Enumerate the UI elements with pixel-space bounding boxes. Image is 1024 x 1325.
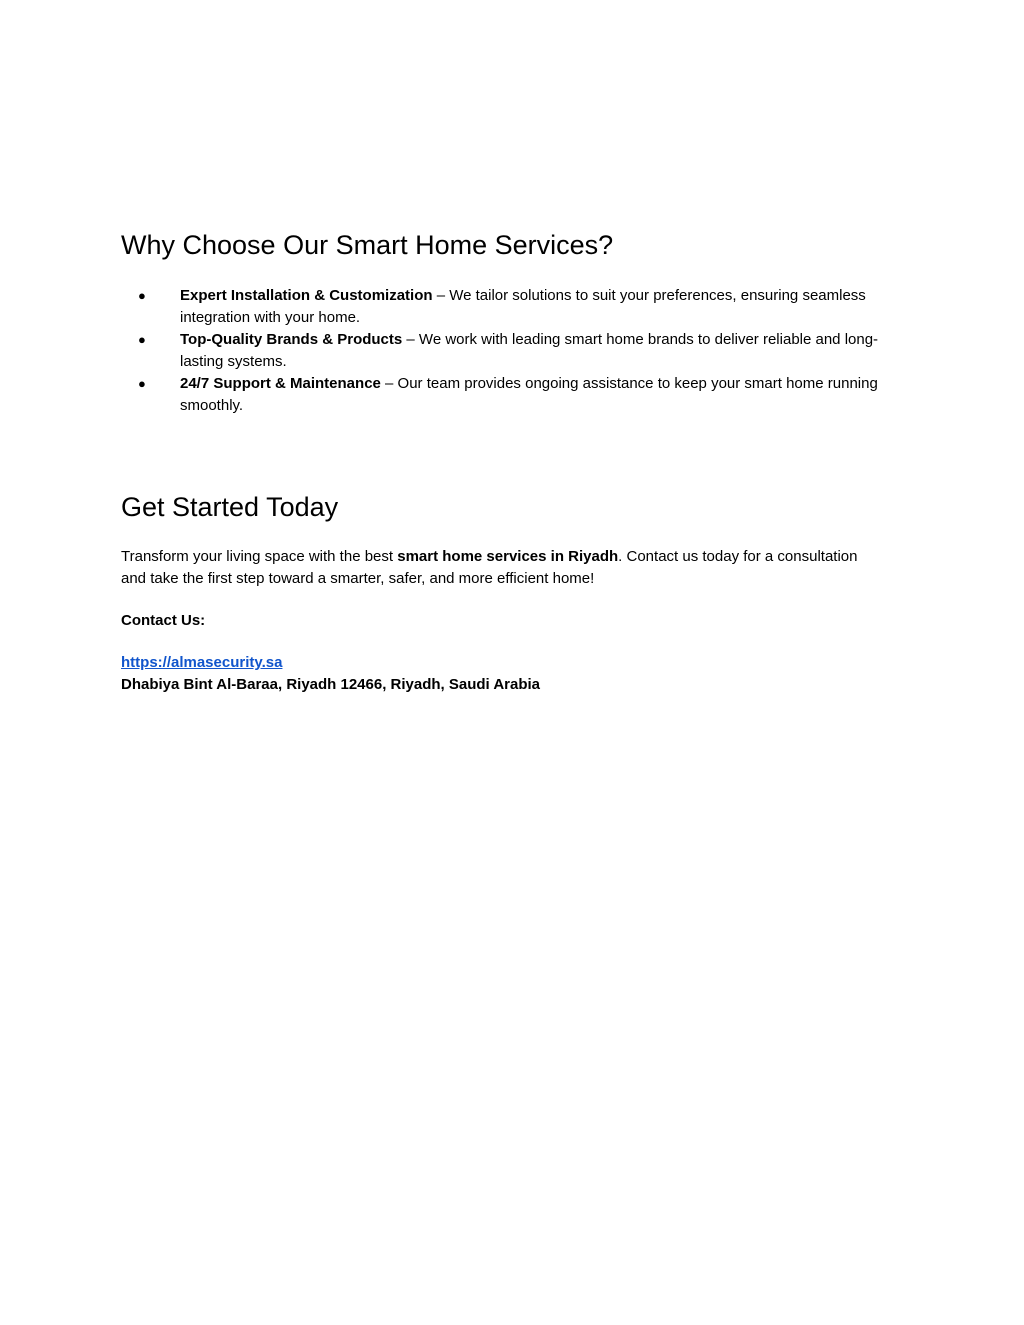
list-item (121, 285, 911, 329)
intro-text-after: . Contact us today for a consultation and take the first step toward a smarter, safer, and more efficient home! (121, 548, 858, 587)
feature-title: Top-Quality Brands & Products (180, 331, 403, 348)
intro-paragraph (121, 546, 881, 590)
feature-description: – We work with leading smart home brands to deliver reliable and long-lasting systems. (180, 331, 879, 370)
list-item (121, 329, 911, 373)
get-started-heading: Get Started Today (121, 492, 339, 522)
contact-link-line (121, 652, 881, 674)
feature-title: 24/7 Support & Maintenance (180, 375, 381, 392)
website-link[interactable]: https://almasecurity.sa (121, 654, 283, 671)
intro-keyword: smart home services in Riyadh (397, 548, 619, 565)
why-choose-heading: Why Choose Our Smart Home Services? (121, 230, 614, 260)
features-list (121, 285, 911, 417)
bullet-icon: ● (138, 288, 146, 303)
bullet-icon: ● (138, 376, 146, 391)
bullet-icon: ● (138, 332, 146, 347)
contact-address: Dhabiya Bint Al-Baraa, Riyadh 12466, Riyadh, Saudi Arabia (121, 676, 541, 693)
list-item (121, 373, 911, 417)
intro-text-before: Transform your living space with the best (121, 548, 398, 565)
feature-description: – Our team provides ongoing assistance to keep your smart home running smoothly. (180, 375, 878, 414)
feature-title: Expert Installation & Customization (180, 287, 433, 304)
feature-description: – We tailor solutions to suit your preferences, ensuring seamless integration with your home. (180, 287, 866, 326)
contact-label: Contact Us: (121, 612, 206, 629)
